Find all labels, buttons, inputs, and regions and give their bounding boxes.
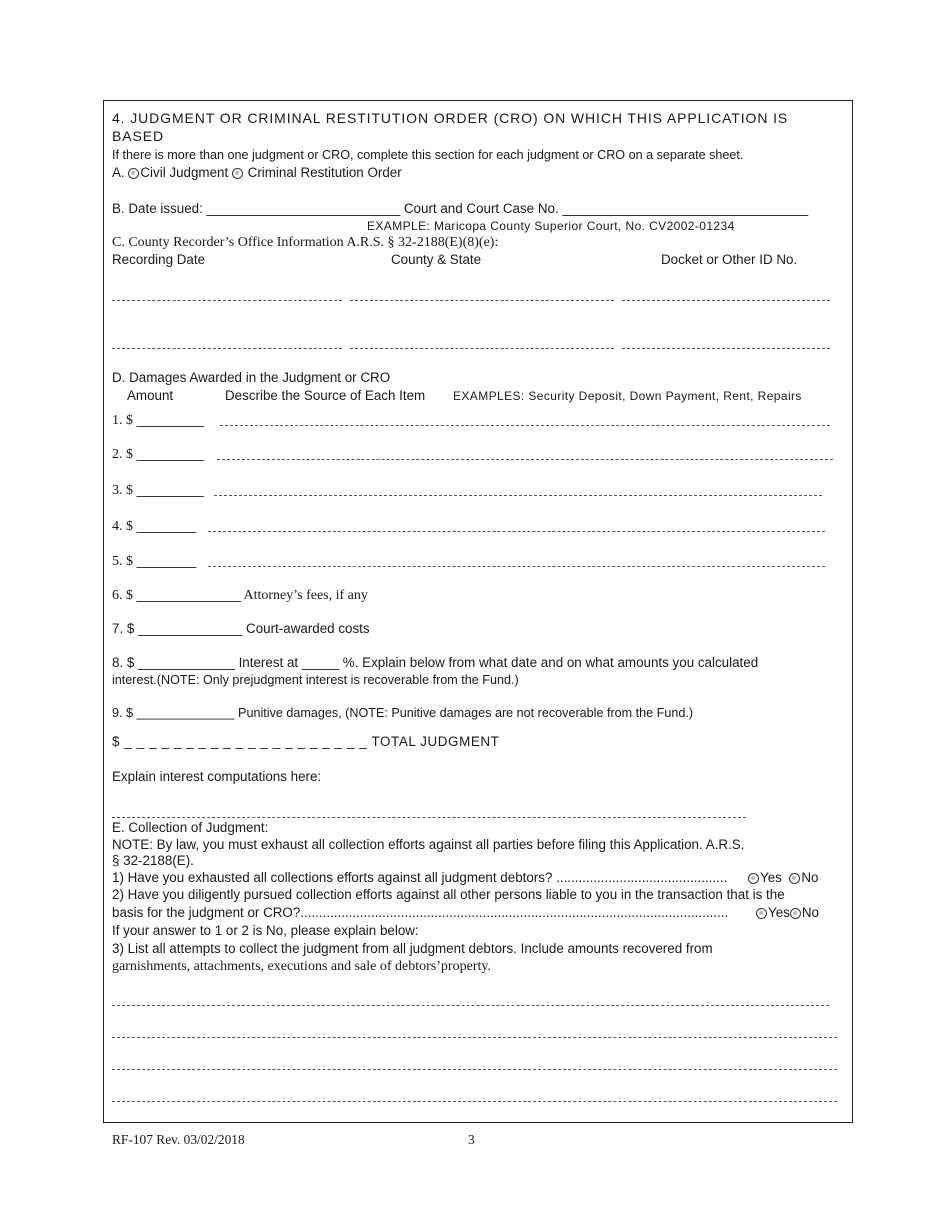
collection-note-line1: NOTE: By law, you must exhaust all collection efforts against all parties before filing this Application. A.R.S. — [112, 837, 745, 852]
damage-item-3-amount[interactable]: _________ — [133, 482, 204, 497]
county-state-line-1[interactable] — [350, 300, 614, 301]
part-a-label: A. — [112, 165, 129, 180]
interest-row[interactable]: 8. $ _____________ Interest at _____ %. Explain below from what date and on what amounts you calculated — [112, 655, 759, 670]
question-2-line1: 2) Have you diligently pursued collection efforts against all other persons liable to you in the transaction that is the — [112, 887, 785, 902]
collection-heading: E. Collection of Judgment: — [112, 820, 269, 835]
damage-item-1 — [112, 411, 204, 429]
criminal-restitution-radio[interactable] — [232, 168, 243, 179]
form-id: RF-107 Rev. 03/02/2018 — [112, 1132, 245, 1147]
county-recorder-heading: C. County Recorder’s Office Information A.R.S. § 32-2188(E)(8)(e): — [112, 235, 499, 250]
q1-no-radio[interactable] — [789, 873, 800, 884]
damage-item-1-source[interactable] — [220, 425, 830, 426]
total-judgment-row[interactable]: $ _ _ _ _ _ _ _ _ _ _ _ _ _ _ _ _ _ _ _ _ TOTAL JUDGMENT — [112, 734, 500, 749]
docket-id-line-1[interactable] — [622, 300, 830, 301]
damage-item-2-number: 2. $ — [112, 447, 133, 462]
question-2-answers — [756, 904, 819, 921]
q2-no-label: No — [801, 905, 819, 920]
damage-item-5-number: 5. $ — [112, 554, 133, 569]
damage-item-2 — [112, 445, 204, 463]
damage-item-5-amount[interactable]: ________ — [133, 553, 197, 568]
q2-no-radio[interactable] — [790, 908, 801, 919]
source-column-header: Describe the Source of Each Item — [225, 388, 426, 403]
q1-yes-radio[interactable] — [748, 873, 759, 884]
damage-item-4-source[interactable] — [208, 531, 825, 532]
damage-item-3 — [112, 481, 204, 499]
court-costs-row[interactable]: 7. $ ______________ Court-awarded costs — [112, 621, 370, 636]
county-state-header: County & State — [391, 252, 482, 267]
interest-note: interest.(NOTE: Only prejudgment interest is recoverable from the Fund.) — [112, 673, 519, 687]
q2-yes-radio[interactable] — [756, 908, 767, 919]
collection-attempts-line-3[interactable] — [112, 1069, 837, 1070]
attorney-fees-row — [112, 586, 368, 604]
date-issued-field[interactable]: B. Date issued: __________________________ Court and Court Case No. _________________________________ — [112, 201, 809, 216]
damage-item-4 — [112, 517, 196, 535]
attorney-fees-label: Attorney’s fees, if any — [240, 588, 368, 603]
court-case-example: EXAMPLE: Maricopa County Superior Court, No. CV2002-01234 — [367, 219, 735, 233]
docket-id-header: Docket or Other ID No. — [661, 252, 798, 267]
page-number: 3 — [468, 1132, 475, 1147]
recording-date-header: Recording Date — [112, 252, 206, 267]
damage-item-4-amount[interactable]: ________ — [133, 518, 197, 533]
recording-date-line-2[interactable] — [112, 348, 342, 349]
examples-column-header: EXAMPLES: Security Deposit, Down Payment, Rent, Repairs — [453, 389, 802, 403]
question-3-line1: 3) List all attempts to collect the judgment from all judgment debtors. Include amounts recovered from — [112, 941, 713, 956]
question-3-line2: garnishments, attachments, executions and sale of debtors’property. — [112, 959, 491, 974]
q1-no-label: No — [801, 870, 819, 885]
civil-judgment-label: Civil Judgment — [140, 165, 232, 180]
q2-yes-label: Yes — [768, 905, 790, 920]
criminal-restitution-label: Criminal Restitution Order — [243, 165, 402, 180]
explain-no-label: If your answer to 1 or 2 is No, please explain below: — [112, 923, 419, 938]
section-title-line1: 4. JUDGMENT OR CRIMINAL RESTITUTION ORDER (CRO) ON WHICH THIS APPLICATION IS — [112, 110, 789, 126]
q1-yes-label: Yes — [760, 870, 782, 885]
damage-item-3-source[interactable] — [214, 495, 822, 496]
damage-item-5-source[interactable] — [208, 566, 825, 567]
question-1: 1) Have you exhausted all collections efforts against all judgment debtors? .............................................. — [112, 870, 728, 885]
explain-interest-label: Explain interest computations here: — [112, 769, 322, 784]
damage-item-5 — [112, 552, 196, 570]
damages-heading: D. Damages Awarded in the Judgment or CRO — [112, 370, 391, 385]
damage-item-1-number: 1. $ — [112, 413, 133, 428]
damage-item-2-amount[interactable]: _________ — [133, 446, 204, 461]
damage-item-1-amount[interactable]: _________ — [133, 412, 204, 427]
part-a-row — [112, 164, 402, 181]
damage-item-3-number: 3. $ — [112, 483, 133, 498]
section-instruction: If there is more than one judgment or CRO, complete this section for each judgment or CRO on a separate sheet. — [112, 148, 744, 162]
damage-item-4-number: 4. $ — [112, 519, 133, 534]
amount-column-header: Amount — [127, 388, 174, 403]
collection-attempts-line-2[interactable] — [112, 1037, 837, 1038]
attorney-fees-number: 6. $ — [112, 588, 137, 603]
damage-item-2-source[interactable] — [217, 459, 833, 460]
collection-note-line2: § 32-2188(E). — [112, 853, 194, 868]
attorney-fees-amount[interactable]: ______________ — [136, 587, 241, 602]
docket-id-line-2[interactable] — [622, 348, 830, 349]
question-1-answers — [748, 869, 818, 886]
collection-attempts-line-1[interactable] — [112, 1005, 829, 1006]
punitive-damages-row[interactable]: 9. $ ______________ Punitive damages, (NOTE: Punitive damages are not recoverable from the Fund.) — [112, 706, 694, 720]
civil-judgment-radio[interactable] — [128, 168, 139, 179]
collection-attempts-line-4[interactable] — [112, 1101, 837, 1102]
section-title-line2: BASED — [112, 128, 164, 144]
question-2-line2: basis for the judgment or CRO?................................................................................................................... — [112, 905, 729, 920]
recording-date-line-1[interactable] — [112, 300, 342, 301]
county-state-line-2[interactable] — [350, 348, 614, 349]
interest-explanation-line[interactable] — [112, 817, 746, 818]
